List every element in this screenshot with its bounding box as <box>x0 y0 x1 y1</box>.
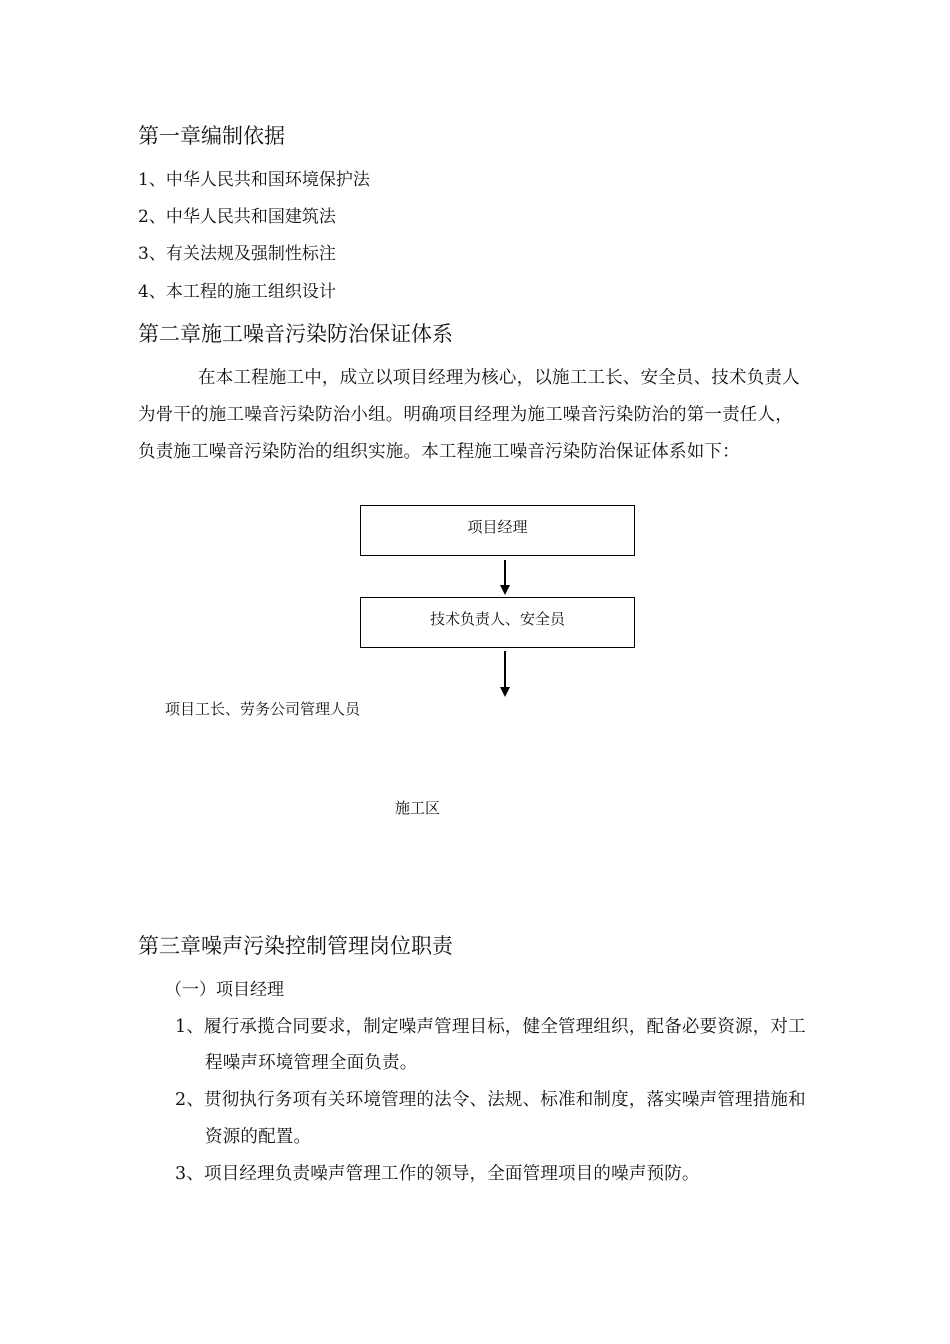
chapter2-title: 第二章施工噪音污染防治保证体系 <box>138 322 453 346</box>
org-label-construction-area: 施工区 <box>395 799 441 817</box>
org-box-tech-safety <box>360 597 635 648</box>
chapter3-section-heading: （一）项目经理 <box>165 980 284 1000</box>
chapter1-item-4: 4、本工程的施工组织设计 <box>138 282 336 302</box>
chapter2-para-line-1: 在本工程施工中，成立以项目经理为核心，以施工工长、安全员、技术负责人 <box>198 368 800 388</box>
chapter1-title: 第一章编制依据 <box>138 124 285 148</box>
arrow-1-head <box>500 585 510 595</box>
chapter3-item-2-line-2: 资源的配置。 <box>205 1127 312 1147</box>
chapter2-para-line-2: 为骨干的施工噪音污染防治小组。明确项目经理为施工噪音污染防治的第一责任人， <box>138 405 793 425</box>
arrow-2-line <box>504 651 506 687</box>
chapter1-item-3: 3、有关法规及强制性标注 <box>138 244 336 264</box>
chapter3-item-1-line-1: 1、履行承揽合同要求，制定噪声管理目标，健全管理组织，配备必要资源，对工 <box>175 1017 806 1037</box>
chapter2-para-line-3: 负责施工噪音污染防治的组织实施。本工程施工噪音污染防治保证体系如下： <box>138 442 740 462</box>
org-box-tech-safety-label: 技术负责人、安全员 <box>429 610 565 628</box>
chapter3-item-1-line-2: 程噪声环境管理全面负责。 <box>205 1053 418 1073</box>
chapter1-item-2: 2、中华人民共和国建筑法 <box>138 207 336 227</box>
arrow-2-head <box>500 687 510 697</box>
chapter3-title: 第三章噪声污染控制管理岗位职责 <box>138 934 453 958</box>
chapter3-item-2-line-1: 2、贯彻执行务项有关环境管理的法令、法规、标准和制度，落实噪声管理措施和 <box>175 1090 806 1110</box>
org-box-project-manager <box>360 505 635 556</box>
chapter3-item-3-line-1: 3、项目经理负责噪声管理工作的领导，全面管理项目的噪声预防。 <box>175 1164 700 1184</box>
org-label-foremen: 项目工长、劳务公司管理人员 <box>165 700 361 718</box>
arrow-1-line <box>504 560 506 585</box>
org-box-project-manager-label: 项目经理 <box>467 518 528 536</box>
chapter1-item-1: 1、中华人民共和国环境保护法 <box>138 170 370 190</box>
